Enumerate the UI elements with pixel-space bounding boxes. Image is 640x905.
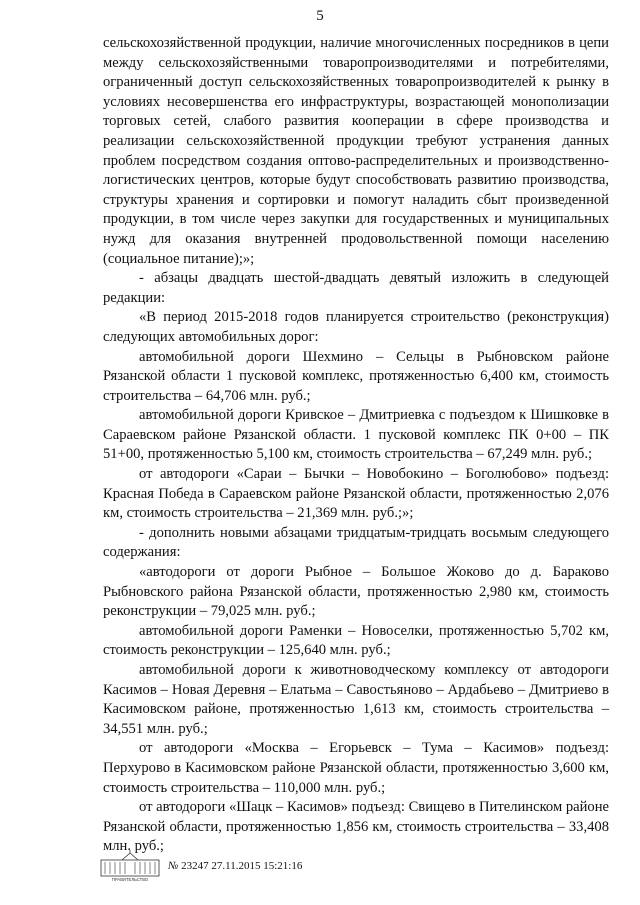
page-number: 5 [316,8,324,24]
paragraph-8: «автодороги от дороги Рыбное – Большое Жоково до д. Бараково Рыбновского района Рязанской области, протяженностью 2,980 км, стоимость реконструкции – 79,025 млн. руб.; [103,564,609,620]
paragraph-2: - абзацы двадцать шестой-двадцать девятый изложить в следующей редакции: [103,270,609,306]
number-sign: № [168,860,179,872]
paragraph-5: автомобильной дороги Кривское – Дмитриевка с подъездом к Шишковке в Сараевском районе Рязанской области. 1 пусковой комплекс ПК 0+00 – ПК 51+00, протяженностью 5,100 км, стоимость строительства – 67,249 млн. руб.; [103,407,609,463]
paragraph-9: автомобильной дороги Раменки – Новоселки, протяженностью 5,702 км, стоимость реконструкции – 125,640 млн. руб.; [103,622,609,659]
government-building-logo-icon [100,850,160,882]
logo-caption: ПРАВИТЕЛЬСТВО [111,877,149,882]
paragraph-12: от автодороги «Шацк – Касимов» подъезд: Свищево в Пителинском районе Рязанской области, протяженностью 1,856 км, стоимость строительства – 33,408 млн. руб.; [103,799,609,855]
registration-stamp [168,860,302,872]
paragraph-3: «В период 2015-2018 годов планируется строительство (реконструкция) следующих автомобильных дорог: [103,309,609,345]
paragraph-10: автомобильной дороги к животноводческому комплексу от автодороги Касимов – Новая Деревня – Елатьма – Савостьяново – Ардабьево – Дмитриево в Касимовском районе, протяженностью 1,613 км, стоимость строительства – 34,551 млн. руб.; [103,662,609,737]
paragraph-1: сельскохозяйственной продукции, наличие многочисленных посредников в цепи между сельскохозяйственными товаропроизводителями и потребителями, ограниченный доступ сельскохозяйственных товаропроизводителей к рынку в условиях несовершенства его инфраструктуры, возрастающей монополизации торговых сетей, слабого развития кооперации в сфере производства и реализации сельскохозяйственной продукции требуют устранения данных проблем посредством создания оптово-распределительных и производственно-логистических центров, которые будут способствовать развитию производства, структуры хранения и сортировки и помогут наладить сбыт произведенной продукции, в том числе через закупки для государственных и муниципальных нужд для оказания внутренней продовольственной помощи населению (социальное питание);»; [103,35,609,267]
registration-number-date: 23247 27.11.2015 15:21:16 [181,860,303,872]
registration-footer [100,850,520,884]
document-body [103,34,609,857]
paragraph-6: от автодороги «Сараи – Бычки – Новобокино – Боголюбово» подъезд: Красная Победа в Сараевском районе Рязанской области, протяженностью 2,076 км, стоимость строительства – 21,369 млн. руб.;»; [103,466,609,522]
paragraph-7: - дополнить новыми абзацами тридцатым-тридцать восьмым следующего содержания: [103,524,609,561]
paragraph-4: автомобильной дороги Шехмино – Сельцы в Рыбновском районе Рязанской области 1 пусковой комплекс, протяженностью 6,400 км, стоимость строительства – 64,706 млн. руб.; [103,348,609,404]
paragraph-11: от автодороги «Москва – Егорьевск – Тума – Касимов» подъезд: Перхурово в Касимовском районе Рязанской области, протяженностью 3,600 км, стоимость строительства – 110,000 млн. руб.; [103,740,609,796]
